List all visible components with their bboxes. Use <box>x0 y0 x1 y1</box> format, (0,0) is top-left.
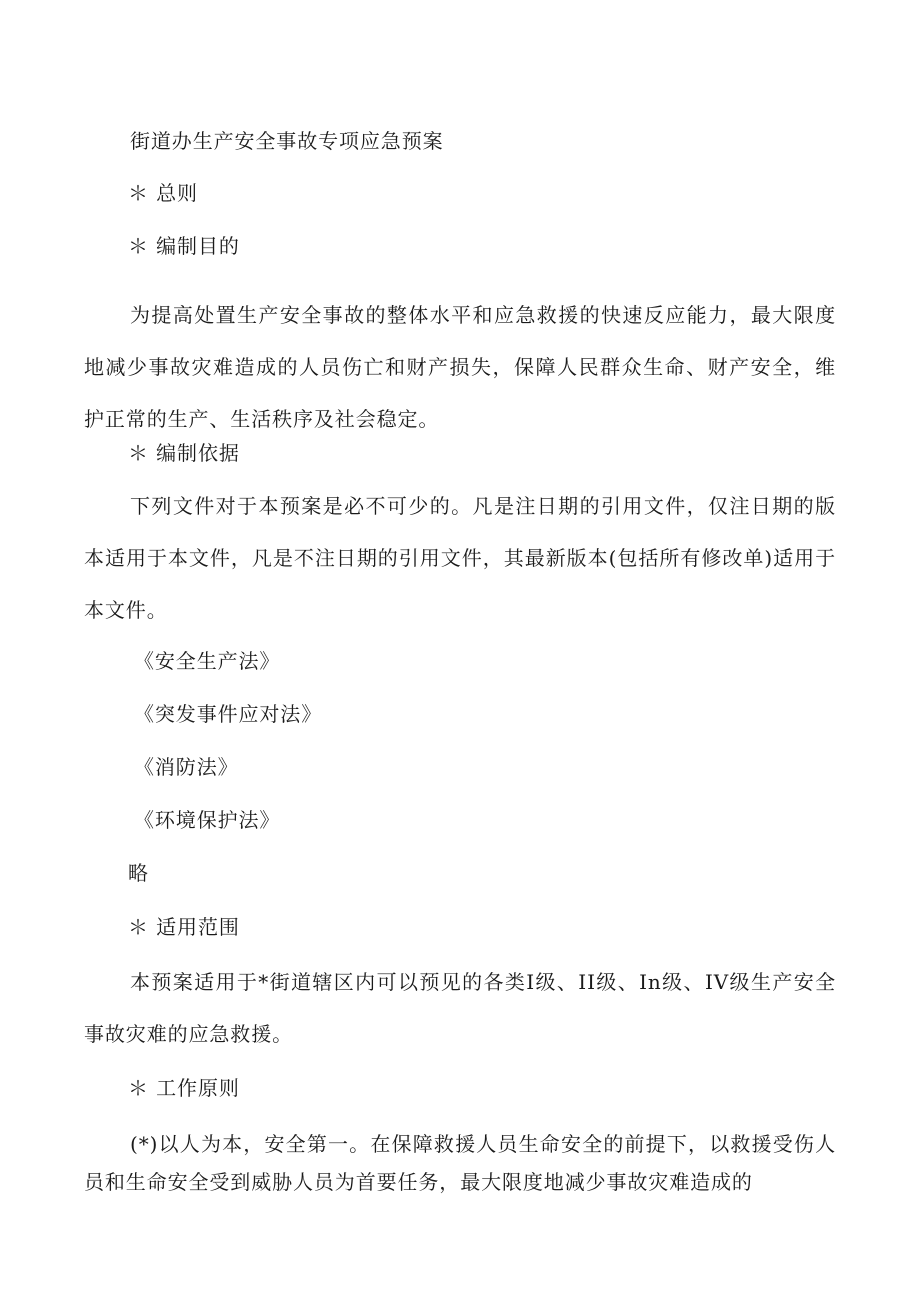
heading-general: ＊ 总则 <box>128 181 198 205</box>
law-item: 《突发事件应对法》 <box>134 702 323 726</box>
law-item: 《消防法》 <box>134 755 239 779</box>
paragraph-purpose: 为提高处置生产安全事故的整体水平和应急救援的快速反应能力，最大限度地减少事故灾难造成的人员伤亡和财产损失，保障人民群众生命、财产安全，维护正常的生产、生活秩序及社会稳定。 <box>84 303 836 431</box>
paragraph-basis: 下列文件对于本预案是必不可少的。凡是注日期的引用文件，仅注日期的版本适用于本文件，凡是不注日期的引用文件，其最新版本(包括所有修改单)适用于本文件。 <box>84 494 836 622</box>
heading-purpose: ＊ 编制目的 <box>128 234 240 258</box>
heading-scope: ＊ 适用范围 <box>128 915 240 939</box>
law-item: 《安全生产法》 <box>134 649 281 673</box>
omitted-note: 略 <box>128 861 149 885</box>
document-title: 街道办生产安全事故专项应急预案 <box>130 129 444 153</box>
paragraph-principles: (*)以人为本，安全第一。在保障救援人员生命安全的前提下，以救援受伤人员和生命安全受到威胁人员为首要任务，最大限度地减少事故灾难造成的 <box>84 1132 836 1194</box>
law-item: 《环境保护法》 <box>134 808 281 832</box>
heading-basis: ＊ 编制依据 <box>128 441 240 465</box>
paragraph-scope: 本预案适用于*街道辖区内可以预见的各类Ⅰ级、II级、In级、IV级生产安全事故灾难的应急救援。 <box>84 970 836 1046</box>
heading-principles: ＊ 工作原则 <box>128 1076 240 1100</box>
